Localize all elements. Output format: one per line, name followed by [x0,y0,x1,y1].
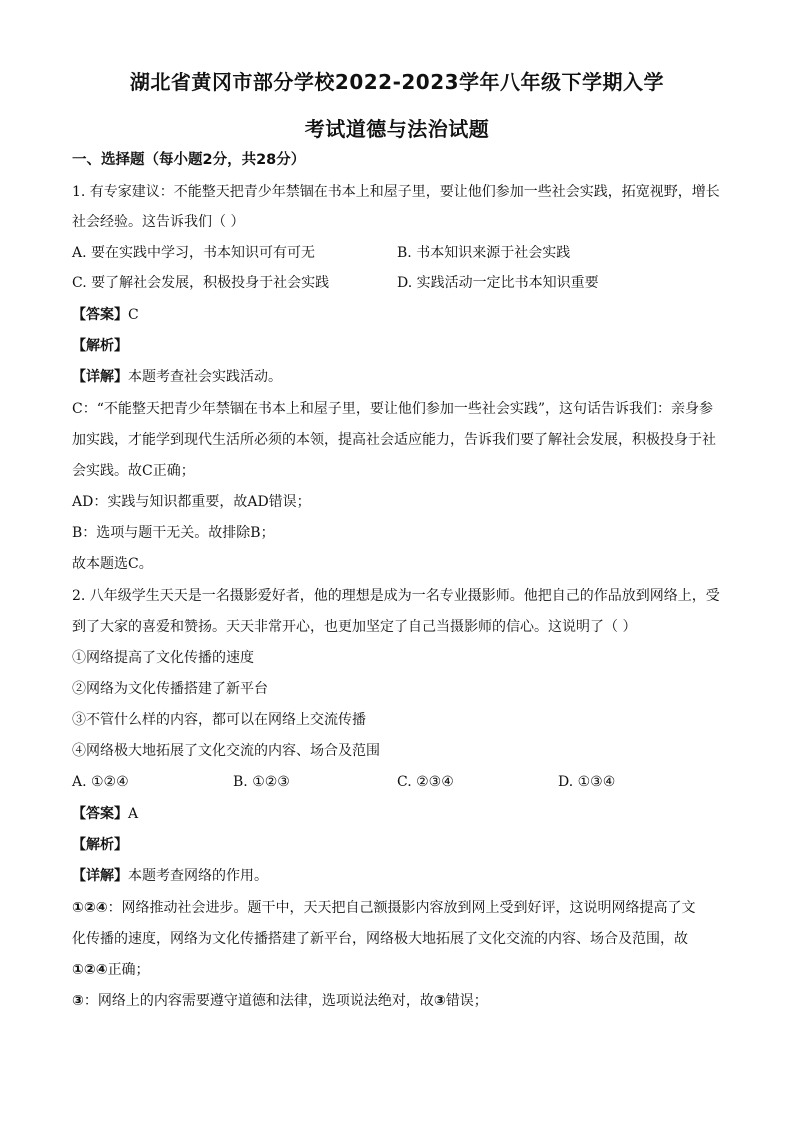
document-title-line-2: 考试道德与法治试题 [304,117,490,141]
q2-explanation-4-end: 错误； [445,993,488,1009]
q1-explanation-line-6: 故本题选C。 [72,556,153,572]
q2-analysis-label: 【解析】 [72,837,128,853]
q2-statement-2: ②网络为文化传播搭建了新平台 [72,681,268,697]
q2-detail-label: 【详解】 [72,868,128,884]
q1-answer [72,305,732,325]
q1-explanation-line-5: B：选项与题干无关。故排除B； [72,525,275,541]
q2-answer [72,804,732,824]
q2-option-c: C. ②③④ [397,774,454,790]
q2-option-a: A. ①②④ [72,774,129,790]
document-title-line-1: 湖北省黄冈市部分学校2022-2023学年八年级下学期入学 [129,70,665,94]
q2-explanation-line-3 [72,960,732,980]
q2-statement-1: ①网络提高了文化传播的速度 [72,650,254,666]
q2-explanation-4-lead: ③ [72,993,84,1009]
q1-answer-label: 【答案】 [72,307,128,323]
q2-explanation-line-4 [72,991,732,1011]
q2-answer-value: A [128,806,139,822]
q2-explanation-4-mid: ：网络上的内容需要遵守道德和法律，选项说法绝对，故 [83,993,434,1009]
q2-explanation-1-text: ：网络推动社会进步。题干中，天天把自己额摄影内容放到网上受到好评，这说明网络提高了文 [107,900,696,916]
q1-explanation-line-3: 会实践。故C正确； [72,463,195,479]
q2-stem-line-1: 2. 八年级学生天天是一名摄影爱好者，他的理想是成为一名专业摄影师。他把自己的作品放到网络上，受 [72,588,720,604]
q1-option-b: B. 书本知识来源于社会实践 [397,245,571,261]
q1-explanation-line-1: C：“不能整天把青少年禁锢在书本上和屋子里，要让他们参加一些社会实践”，这句话告诉我们：亲身参 [72,401,714,417]
q2-detail [72,866,732,886]
q2-explanation-1-lead: ①②④ [72,900,108,916]
q1-explanation-line-4: AD：实践与知识都重要，故AD错误； [72,494,311,510]
q2-statement-4: ④网络极大地拓展了文化交流的内容、场合及范围 [72,743,380,759]
q2-explanation-line-1 [72,898,732,918]
q2-explanation-3-text: 正确； [107,962,150,978]
q2-explanation-line-2: 化传播的速度，网络为文化传播搭建了新平台，网络极大地拓展了文化交流的内容、场合及范围，故 [72,931,688,947]
q1-option-d: D. 实践活动一定比书本知识重要 [397,275,599,291]
q2-stem-line-2: 到了大家的喜爱和赞扬。天天非常开心，也更加坚定了自己当摄影师的信心。这说明了（ ） [72,619,637,635]
q1-detail [72,367,732,387]
q2-answer-label: 【答案】 [72,806,128,822]
q1-answer-value: C [128,307,139,323]
q1-option-c: C. 要了解社会发展，积极投身于社会实践 [72,275,330,291]
q2-explanation-3-lead: ①②④ [72,962,108,978]
q2-option-d: D. ①③④ [558,774,616,790]
q1-detail-text: 本题考查社会实践活动。 [128,369,282,385]
q1-explanation-line-2: 加实践，才能学到现代生活所必须的本领，提高社会适应能力，告诉我们要了解社会发展，积极投身于社 [72,432,716,448]
q2-detail-text: 本题考查网络的作用。 [128,868,268,884]
q1-stem-line-1: 1. 有专家建议：不能整天把青少年禁锢在书本上和屋子里，要让他们参加一些社会实践，拓宽视野，增长 [72,184,720,200]
q1-detail-label: 【详解】 [72,369,128,385]
q2-statement-3: ③不管什么样的内容，都可以在网络上交流传播 [72,712,366,728]
q2-option-b: B. ①②③ [233,774,290,790]
section-heading: 一、选择题（每小题2分，共28分） [72,152,306,168]
q1-stem-line-2: 社会经验。这告诉我们（ ） [72,214,245,230]
q1-option-a: A. 要在实践中学习，书本知识可有可无 [72,245,316,261]
q1-analysis-label: 【解析】 [72,338,128,354]
q2-explanation-4-lead2: ③ [433,993,446,1009]
